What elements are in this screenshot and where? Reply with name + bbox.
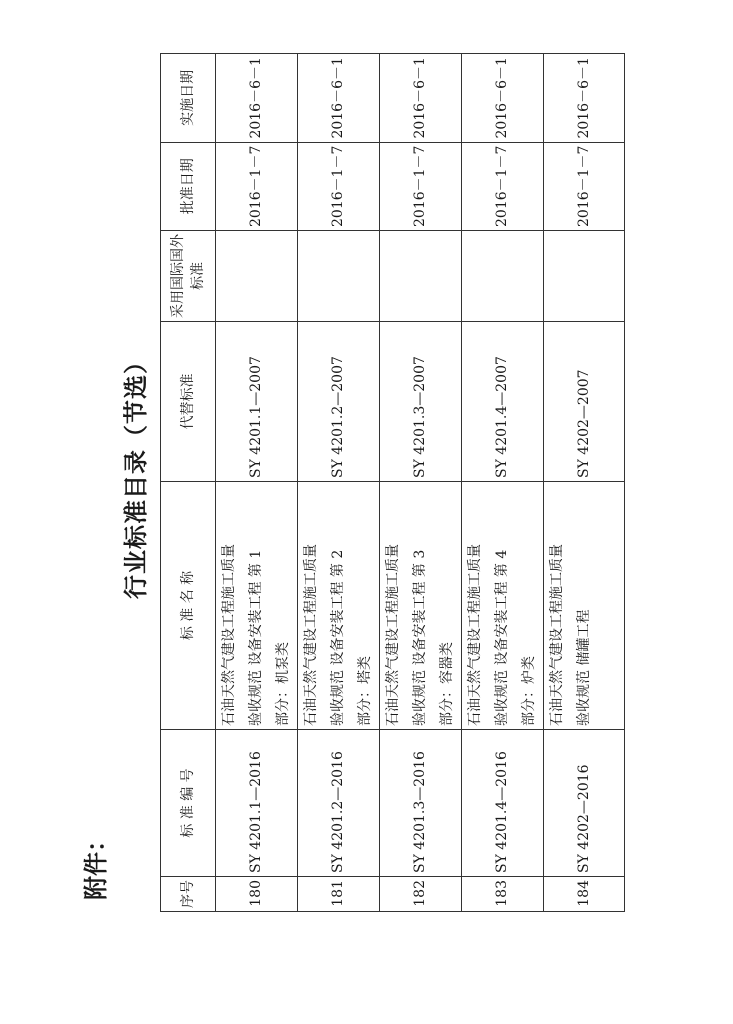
cell-seq: 180 <box>216 877 298 912</box>
cell-code: SY 4202—2016 <box>544 730 625 877</box>
name-line: 部分：炉类 <box>521 656 537 726</box>
cell-name <box>544 482 625 730</box>
name-line: 石油天然气建设工程施工质量 <box>549 544 565 726</box>
table-body <box>216 54 625 912</box>
cell-code: SY 4201.2—2016 <box>298 730 380 877</box>
cell-name <box>298 482 380 730</box>
header-seq: 序号 <box>161 877 216 912</box>
table-row <box>298 54 380 912</box>
cell-seq: 182 <box>380 877 462 912</box>
cell-effective-date: 2016－6－1 <box>216 54 298 142</box>
name-line: 部分：机泵类 <box>275 642 291 726</box>
cell-replaced: SY 4201.1—2007 <box>216 322 298 482</box>
cell-international <box>298 231 380 322</box>
table-row <box>216 54 298 912</box>
cell-code: SY 4201.3—2016 <box>380 730 462 877</box>
cell-effective-date: 2016－6－1 <box>298 54 380 142</box>
cell-seq: 181 <box>298 877 380 912</box>
name-line: 部分：容器类 <box>439 642 455 726</box>
table-row <box>380 54 462 912</box>
cell-seq: 183 <box>462 877 544 912</box>
cell-international <box>380 231 462 322</box>
header-name: 标 准 名 称 <box>161 482 216 730</box>
header-international: 采用国际国外标准 <box>161 231 216 322</box>
name-line: 石油天然气建设工程施工质量 <box>303 544 319 726</box>
cell-effective-date: 2016－6－1 <box>380 54 462 142</box>
cell-replaced: SY 4202—2007 <box>544 322 625 482</box>
cell-seq: 184 <box>544 877 625 912</box>
name-line: 验收规范 设备安装工程 第 1 <box>248 549 264 726</box>
cell-replaced: SY 4201.4—2007 <box>462 322 544 482</box>
cell-name <box>462 482 544 730</box>
table-row <box>462 54 544 912</box>
cell-effective-date: 2016－6－1 <box>544 54 625 142</box>
document-title: 行业标准目录（节选） <box>122 349 150 599</box>
attachment-label: 附件： <box>82 828 110 900</box>
name-line: 部分：塔类 <box>357 656 373 726</box>
name-line: 石油天然气建设工程施工质量 <box>221 544 237 726</box>
cell-code: SY 4201.4—2016 <box>462 730 544 877</box>
cell-approval-date: 2016－1－7 <box>544 142 625 230</box>
cell-effective-date: 2016－6－1 <box>462 54 544 142</box>
name-line: 验收规范 储罐工程 <box>576 609 592 726</box>
header-row <box>161 54 216 912</box>
cell-international <box>462 231 544 322</box>
header-replaced: 代替标准 <box>161 322 216 482</box>
header-effective-date: 实施日期 <box>161 54 216 142</box>
standards-table <box>160 53 625 912</box>
table-row <box>544 54 625 912</box>
name-line: 石油天然气建设工程施工质量 <box>385 544 401 726</box>
cell-replaced: SY 4201.3—2007 <box>380 322 462 482</box>
cell-name <box>216 482 298 730</box>
cell-international <box>216 231 298 322</box>
cell-international <box>544 231 625 322</box>
cell-replaced: SY 4201.2—2007 <box>298 322 380 482</box>
header-approval-date: 批准日期 <box>161 142 216 230</box>
name-line: 验收规范 设备安装工程 第 3 <box>412 549 428 726</box>
name-line: 验收规范 设备安装工程 第 4 <box>494 549 510 726</box>
cell-code: SY 4201.1—2016 <box>216 730 298 877</box>
name-line: 石油天然气建设工程施工质量 <box>467 544 483 726</box>
name-line: 验收规范 设备安装工程 第 2 <box>330 549 346 726</box>
cell-approval-date: 2016－1－7 <box>380 142 462 230</box>
cell-approval-date: 2016－1－7 <box>298 142 380 230</box>
cell-name <box>380 482 462 730</box>
cell-approval-date: 2016－1－7 <box>216 142 298 230</box>
header-code: 标 准 编 号 <box>161 730 216 877</box>
cell-approval-date: 2016－1－7 <box>462 142 544 230</box>
